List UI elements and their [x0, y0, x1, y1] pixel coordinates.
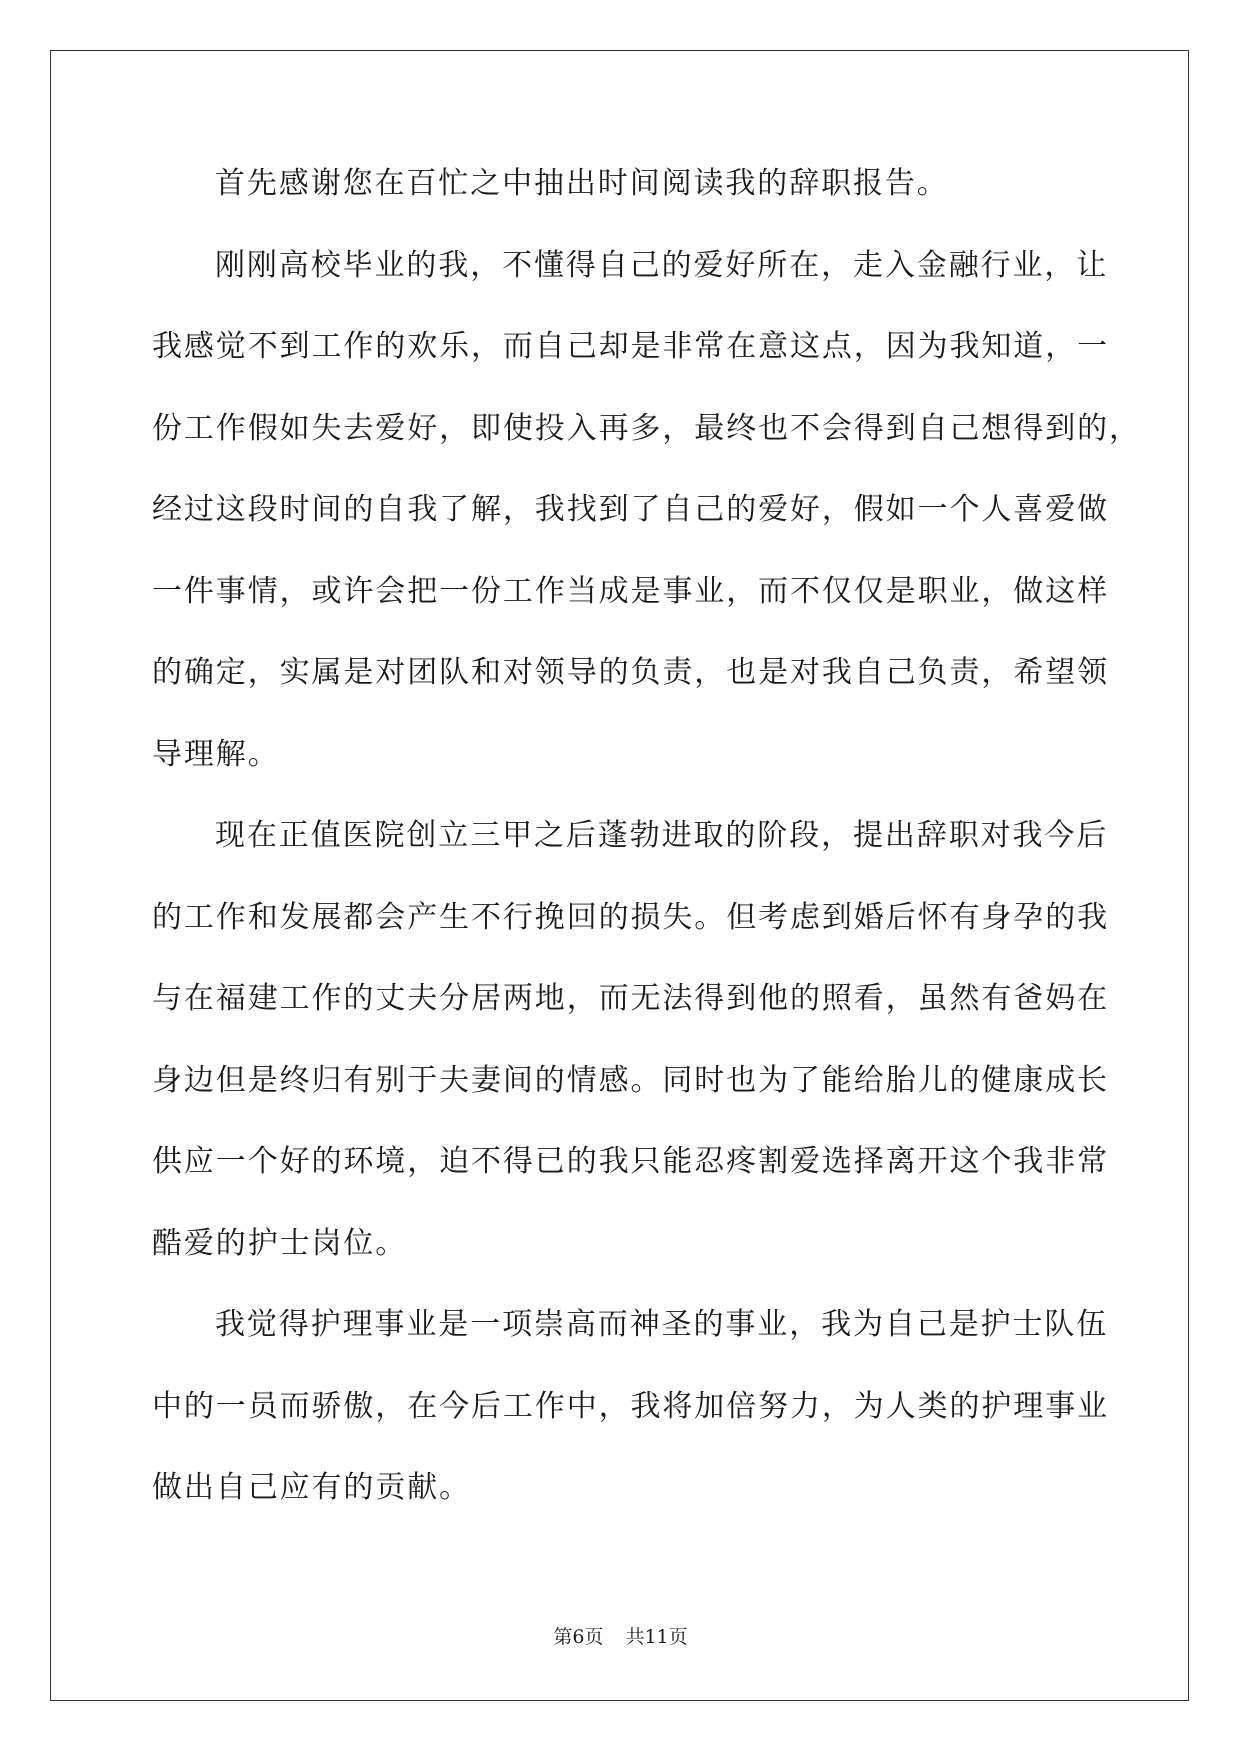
text-line: 现在正值医院创立三甲之后蓬勃进取的阶段，提出辞职对我今后 — [215, 818, 1109, 853]
text-line: 我觉得护理事业是一项崇高而神圣的事业，我为自己是护士队伍 — [215, 1307, 1109, 1342]
text-line: 的工作和发展都会产生不行挽回的损失。但考虑到婚后怀有身孕的我 — [152, 899, 1109, 935]
text-line: 导理解。 — [152, 736, 280, 772]
page-label-prefix: 第 — [553, 1626, 573, 1648]
text-line: 我感觉不到工作的欢乐，而自己却是非常在意这点，因为我知道，一 — [152, 329, 1109, 364]
text-line: 份工作假如失去爱好，即使投入再多，最终也不会得到自己想得到的， — [152, 410, 1141, 446]
page-number: 6 — [572, 1626, 585, 1648]
text-line: 身边但是终归有别于夫妻间的情感。同时也为了能给胎儿的健康成长 — [152, 1062, 1109, 1098]
text-line: 经过这段时间的自我了解，我找到了自己的爱好，假如一个人喜爱做 — [152, 492, 1109, 527]
page-label-suffix: 页 — [584, 1626, 604, 1648]
text-line: 酷爱的护士岗位。 — [152, 1225, 408, 1261]
text-line: 的确定，实属是对团队和对领导的负责，也是对我自己负责，希望领 — [152, 655, 1109, 690]
total-label-suffix: 页 — [668, 1626, 688, 1648]
total-label-prefix: 共 — [625, 1626, 645, 1648]
text-line: 中的一员而骄傲，在今后工作中，我将加倍努力，为人类的护理事业 — [152, 1388, 1109, 1424]
text-line: 一件事情，或许会把一份工作当成是事业，而不仅仅是职业，做这样 — [152, 573, 1109, 609]
total-pages: 11 — [644, 1626, 669, 1648]
text-line: 与在福建工作的丈夫分居两地，而无法得到他的照看，虽然有爸妈在 — [152, 981, 1109, 1016]
text-line: 做出自己应有的贡献。 — [152, 1470, 471, 1505]
document-body — [152, 166, 1141, 1552]
page-footer — [0, 1625, 1241, 1649]
text-line: 刚刚高校毕业的我，不懂得自己的爱好所在，走入金融行业，让 — [215, 247, 1109, 283]
text-line: 供应一个好的环境，迫不得已的我只能忍疼割爱选择离开这个我非常 — [152, 1144, 1109, 1179]
text-line: 首先感谢您在百忙之中抽出时间阅读我的辞职报告。 — [215, 166, 949, 201]
